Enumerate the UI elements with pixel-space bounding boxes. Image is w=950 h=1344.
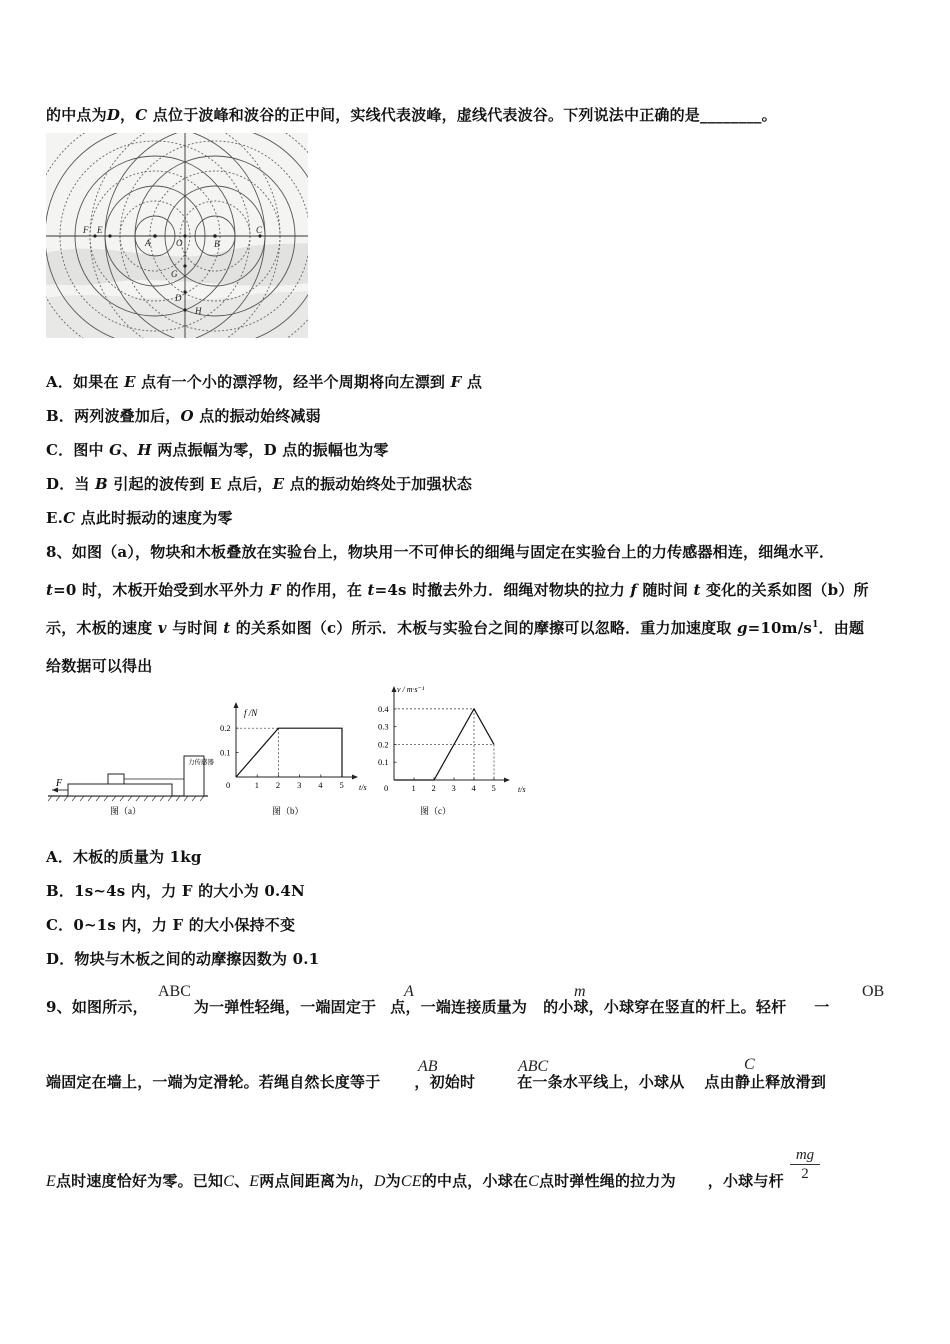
q9-line-2 bbox=[46, 1071, 906, 1092]
text: C．0~1s 内，力 F 的大小保持不变 bbox=[46, 916, 296, 934]
text: 、 bbox=[234, 1172, 250, 1190]
chart-c-ylabel: v / m·s⁻¹ bbox=[397, 685, 425, 694]
q8-figure-a bbox=[46, 750, 216, 820]
q8-line-2 bbox=[46, 579, 906, 600]
text: A．木板的质量为 1kg bbox=[46, 848, 202, 866]
var: h bbox=[350, 1173, 359, 1190]
math-OB: OB bbox=[862, 983, 885, 1000]
label-B: B bbox=[214, 239, 220, 249]
text: B．两列波叠加后， bbox=[46, 407, 181, 425]
text: ， bbox=[358, 1172, 374, 1190]
var: G bbox=[109, 441, 123, 459]
text: 的作用，在 bbox=[280, 581, 368, 599]
text: 示，木板的速度 bbox=[46, 619, 158, 637]
q8-figure-c bbox=[372, 680, 537, 820]
var: v bbox=[157, 619, 167, 637]
y-tick-label: 0.1 bbox=[378, 757, 389, 768]
q8-option-d bbox=[46, 948, 906, 969]
var: t bbox=[367, 581, 375, 599]
label-H: H bbox=[195, 306, 202, 316]
x-tick-label: 2 bbox=[431, 783, 436, 793]
chart-c-plot bbox=[378, 686, 510, 793]
text: 点的振动始终减弱 bbox=[193, 407, 321, 425]
q7-option-a bbox=[46, 371, 906, 392]
q7-option-e bbox=[46, 507, 906, 528]
var: D bbox=[373, 1173, 386, 1190]
math-A: A bbox=[404, 983, 414, 1000]
var: C bbox=[528, 1173, 539, 1190]
q8-line-3 bbox=[46, 617, 906, 638]
text: 引起的波传到 E 点后， bbox=[107, 475, 273, 493]
q8-line-1 bbox=[46, 541, 906, 562]
text: 点的振动始终处于加强状态 bbox=[284, 475, 473, 493]
var: F bbox=[450, 373, 462, 391]
var: C bbox=[63, 509, 76, 527]
var: CE bbox=[400, 1173, 422, 1190]
y-axis-arrow bbox=[392, 686, 397, 692]
var: f bbox=[630, 581, 638, 599]
x-tick-label: 4 bbox=[318, 780, 323, 790]
label-D: D bbox=[175, 293, 182, 303]
text: =4s 时撤去外力．细绳对物块的拉力 bbox=[374, 581, 631, 599]
var: t bbox=[46, 581, 54, 599]
math-ABC-2: ABC bbox=[518, 1058, 549, 1075]
label-A: A bbox=[145, 238, 151, 248]
math-ABC-1: ABC bbox=[158, 983, 191, 1000]
text: 点 bbox=[461, 373, 483, 391]
math-C-1: C bbox=[744, 1056, 755, 1073]
y-tick-label: 0.1 bbox=[220, 747, 231, 758]
math-AB: AB bbox=[418, 1058, 438, 1075]
label-G: G bbox=[171, 269, 178, 279]
text: 两点振幅为零，D 点的振幅也为零 bbox=[151, 441, 389, 459]
q7-option-d bbox=[46, 473, 906, 494]
text: 的小球，小球穿在竖直的杆上。轻杆 bbox=[543, 998, 787, 1016]
label-F: F bbox=[83, 225, 89, 235]
text: 的中点为 bbox=[46, 106, 107, 124]
x-tick-label: 0 bbox=[226, 780, 231, 790]
q7-option-c bbox=[46, 439, 906, 460]
var: C bbox=[135, 106, 148, 124]
fraction-numerator: mg bbox=[790, 1146, 820, 1165]
superscript: 1 bbox=[812, 620, 819, 630]
x-tick-label: 3 bbox=[451, 783, 456, 793]
text: ，初始时 bbox=[414, 1073, 476, 1091]
text: ，小球与杆 bbox=[707, 1172, 784, 1190]
text: 点时速度恰好为零。已知 bbox=[55, 1172, 224, 1190]
var: t bbox=[223, 619, 231, 637]
x-tick-label: 1 bbox=[411, 783, 416, 793]
var: H bbox=[137, 441, 152, 459]
text: 、 bbox=[122, 441, 138, 459]
sensor-text: 力传感器 bbox=[188, 759, 214, 766]
q8-line-4 bbox=[46, 655, 906, 676]
chart-b-plot bbox=[220, 702, 358, 790]
chart-c-xlabel: t/s bbox=[518, 785, 526, 794]
text: 点位于波峰和波谷的正中间，实线代表波峰，虚线代表波谷。下列说法中正确的是________。 bbox=[147, 106, 777, 124]
text: 为一弹性轻绳，一端固定于 bbox=[193, 998, 377, 1016]
var: E bbox=[249, 1173, 260, 1190]
text: 给数据可以得出 bbox=[46, 657, 153, 675]
var: t bbox=[693, 581, 701, 599]
sensor-label bbox=[188, 757, 215, 766]
y-tick-label: 0.4 bbox=[378, 703, 389, 714]
x-tick-label: 5 bbox=[491, 783, 496, 793]
var: C bbox=[223, 1173, 235, 1190]
chart-b-xlabel: t/s bbox=[359, 783, 367, 792]
text: ， bbox=[120, 106, 136, 124]
caption-a: 图（a） bbox=[110, 806, 141, 816]
q7-intro-line bbox=[46, 104, 906, 125]
text: =10m/s bbox=[747, 619, 813, 637]
text: 为 bbox=[385, 1172, 401, 1190]
y-axis-arrow bbox=[234, 702, 239, 708]
q7-option-b bbox=[46, 405, 906, 426]
text: E. bbox=[46, 509, 64, 527]
math-m: m bbox=[574, 983, 586, 1000]
var: E bbox=[124, 373, 136, 391]
label-C: C bbox=[256, 225, 263, 235]
x-axis-arrow bbox=[352, 775, 358, 780]
x-tick-label: 2 bbox=[275, 780, 281, 790]
var: g bbox=[736, 619, 748, 637]
q7-wave-figure bbox=[46, 133, 308, 338]
var: E bbox=[272, 475, 285, 493]
text: 随时间 bbox=[637, 581, 694, 599]
var: F bbox=[269, 581, 281, 599]
series-line bbox=[236, 728, 342, 777]
text: 的中点，小球在 bbox=[421, 1172, 529, 1190]
var: D bbox=[106, 106, 121, 124]
text: 点此时振动的速度为零 bbox=[75, 509, 233, 527]
text: 8、如图（a），物块和木板叠放在实验台上，物块用一不可伸长的细绳与固定在实验台上的力传感器相连，细绳水平． bbox=[46, 543, 835, 561]
text: 的关系如图（c）所示．木板与实验台之间的摩擦可以忽略．重力加速度取 bbox=[230, 619, 737, 637]
text: A．如果在 bbox=[46, 373, 125, 391]
fraction-mg-over-2 bbox=[790, 1146, 820, 1183]
text: B．1s~4s 内，力 F 的大小为 0.4N bbox=[46, 882, 305, 900]
text: ．由题 bbox=[818, 619, 865, 637]
force-f-label: F bbox=[56, 778, 63, 789]
chart-b-ylabel: f /N bbox=[244, 708, 258, 718]
text: 在一条水平线上，小球从 bbox=[517, 1073, 685, 1091]
var: B bbox=[95, 475, 108, 493]
q8-option-a bbox=[46, 846, 906, 867]
text: =0 时，木板开始受到水平外力 bbox=[53, 581, 270, 599]
x-axis-arrow bbox=[504, 778, 510, 783]
q9-line-3 bbox=[46, 1170, 906, 1191]
fraction-denominator: 2 bbox=[801, 1166, 809, 1182]
text: 点有一个小的漂浮物，经半个周期将向左漂到 bbox=[135, 373, 451, 391]
q8-figure-b bbox=[216, 700, 376, 820]
text: 点，一端连接质量为 bbox=[390, 998, 528, 1016]
q8-option-b bbox=[46, 880, 906, 901]
text: 变化的关系如图（b）所 bbox=[700, 581, 869, 599]
text: 点时弹性绳的拉力为 bbox=[538, 1172, 676, 1190]
caption-c: 图（c） bbox=[420, 806, 451, 816]
var: O bbox=[180, 407, 194, 425]
x-tick-label: 1 bbox=[254, 780, 259, 790]
x-tick-label: 5 bbox=[339, 780, 344, 790]
text: 与时间 bbox=[166, 619, 224, 637]
y-tick-label: 0.2 bbox=[220, 723, 231, 734]
label-E: E bbox=[97, 225, 103, 235]
text: D．物块与木板之间的动摩擦因数为 0.1 bbox=[46, 950, 320, 968]
text: 点由静止释放滑到 bbox=[704, 1073, 827, 1091]
q8-option-c bbox=[46, 914, 906, 935]
text: C．图中 bbox=[46, 441, 110, 459]
x-tick-label: 0 bbox=[384, 783, 389, 793]
text: 两点间距离为 bbox=[259, 1172, 351, 1190]
x-tick-label: 4 bbox=[471, 783, 476, 793]
x-tick-label: 3 bbox=[297, 780, 302, 790]
text: 一 bbox=[814, 998, 830, 1016]
y-tick-label: 0.2 bbox=[378, 739, 389, 750]
text: 9、如图所示， bbox=[46, 998, 148, 1016]
y-tick-label: 0.3 bbox=[378, 721, 389, 732]
label-O: O bbox=[176, 238, 183, 248]
caption-b: 图（b） bbox=[272, 806, 304, 816]
text: D．当 bbox=[46, 475, 96, 493]
var: E bbox=[46, 1173, 56, 1190]
text: 端固定在墙上，一端为定滑轮。若绳自然长度等于 bbox=[46, 1073, 381, 1091]
